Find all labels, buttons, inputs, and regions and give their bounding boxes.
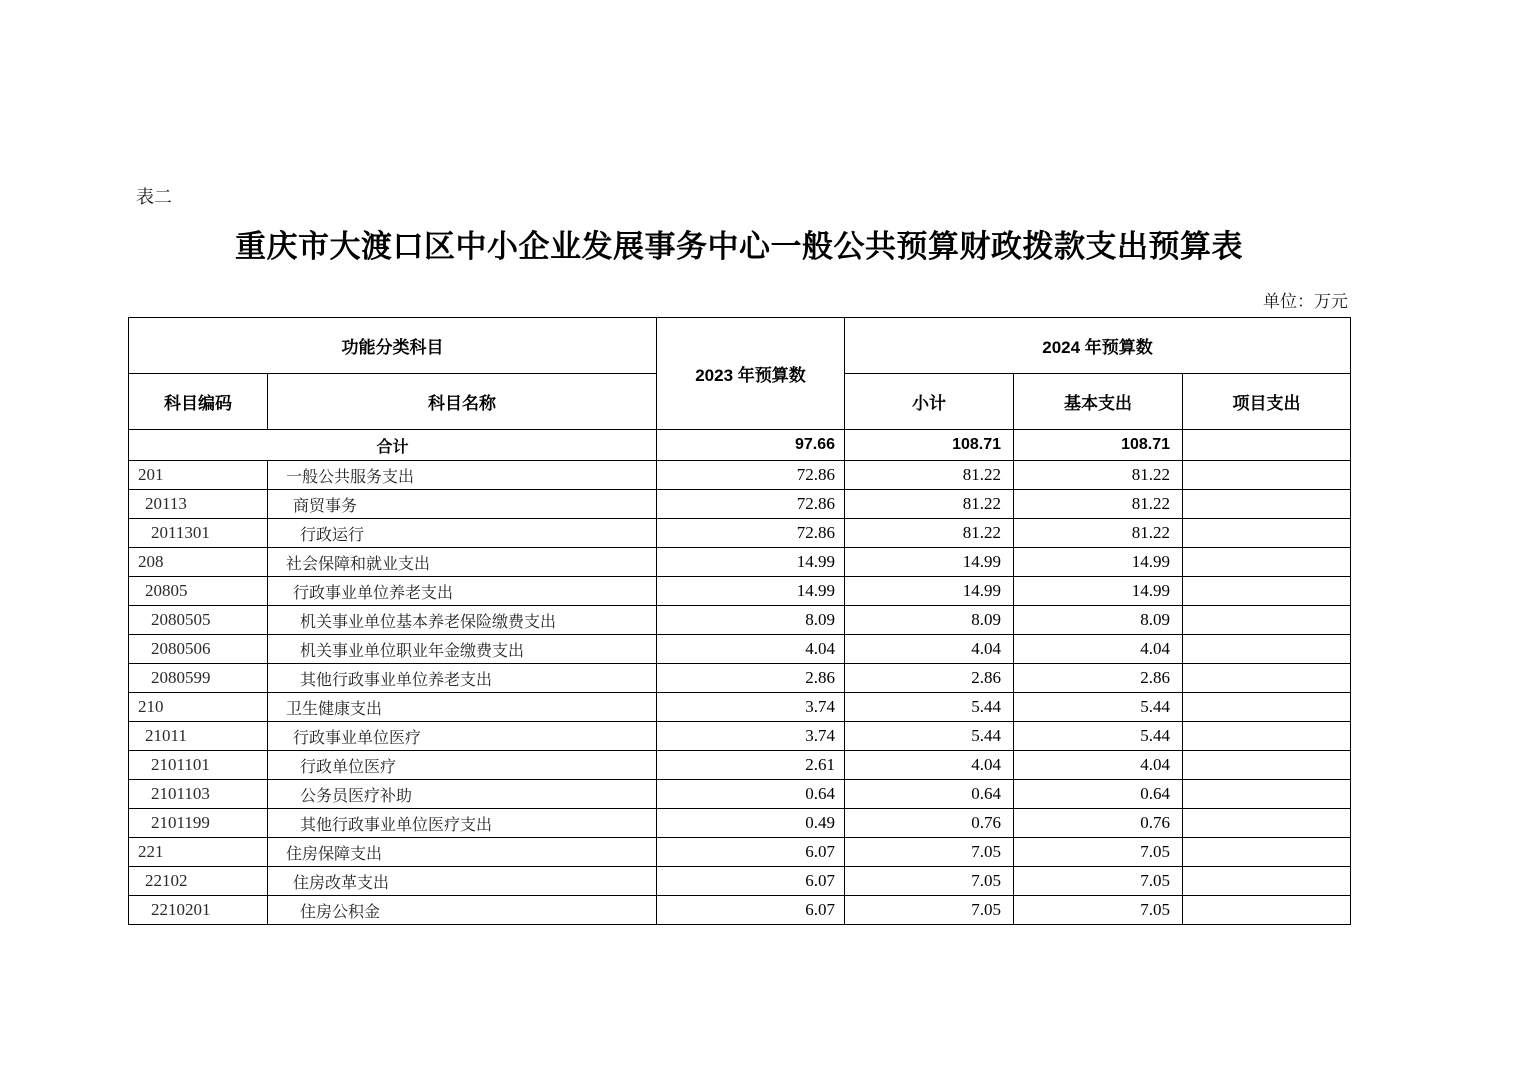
budget-2024-basic: 0.76: [1014, 809, 1183, 838]
subject-name: 机关事业单位职业年金缴费支出: [268, 635, 657, 664]
subject-name: 行政事业单位养老支出: [268, 577, 657, 606]
subject-name: 公务员医疗补助: [268, 780, 657, 809]
budget-2024-subtotal: 81.22: [845, 519, 1014, 548]
budget-2024-basic: 81.22: [1014, 461, 1183, 490]
header-subject-code: 科目编码: [129, 374, 268, 430]
budget-2024-basic: 8.09: [1014, 606, 1183, 635]
header-2023-budget: 2023 年预算数: [657, 318, 845, 430]
subject-name: 其他行政事业单位养老支出: [268, 664, 657, 693]
page-title: 重庆市大渡口区中小企业发展事务中心一般公共预算财政拨款支出预算表: [235, 229, 1243, 264]
budget-2023: 14.99: [657, 548, 845, 577]
subject-name: 住房保障支出: [268, 838, 657, 867]
budget-2024-basic: 5.44: [1014, 722, 1183, 751]
budget-2024-subtotal: 8.09: [845, 606, 1014, 635]
budget-2024-project: [1183, 780, 1351, 809]
budget-2024-basic: 7.05: [1014, 838, 1183, 867]
table-row: [129, 780, 1351, 809]
table-row: [129, 635, 1351, 664]
budget-2024-basic: 5.44: [1014, 693, 1183, 722]
budget-2024-project: [1183, 838, 1351, 867]
budget-2023: 3.74: [657, 722, 845, 751]
budget-2023: 6.07: [657, 896, 845, 925]
subject-code: 210: [129, 693, 268, 722]
budget-2024-subtotal: 5.44: [845, 693, 1014, 722]
budget-2024-subtotal: 7.05: [845, 867, 1014, 896]
table-row: [129, 577, 1351, 606]
total-row: [129, 430, 1351, 461]
total-2024-basic: 108.71: [1014, 430, 1183, 461]
budget-2024-subtotal: 14.99: [845, 548, 1014, 577]
subject-code: 20113: [129, 490, 268, 519]
table-row: [129, 693, 1351, 722]
header-2024-budget: 2024 年预算数: [845, 318, 1351, 374]
budget-2024-project: [1183, 867, 1351, 896]
budget-2024-subtotal: 5.44: [845, 722, 1014, 751]
subject-code: 2101103: [129, 780, 268, 809]
subject-name: 其他行政事业单位医疗支出: [268, 809, 657, 838]
table-row: [129, 548, 1351, 577]
table-row: [129, 896, 1351, 925]
subject-name: 住房改革支出: [268, 867, 657, 896]
budget-2024-project: [1183, 722, 1351, 751]
subject-code: 2011301: [129, 519, 268, 548]
table-row: [129, 809, 1351, 838]
header-functional-classification: 功能分类科目: [129, 318, 657, 374]
table-row: [129, 519, 1351, 548]
subject-code: 2080506: [129, 635, 268, 664]
table-row: [129, 867, 1351, 896]
unit-note: 单位：万元: [1263, 292, 1348, 311]
subject-code: 22102: [129, 867, 268, 896]
table-row: [129, 606, 1351, 635]
table-row: [129, 461, 1351, 490]
budget-2024-basic: 7.05: [1014, 896, 1183, 925]
budget-2023: 6.07: [657, 867, 845, 896]
subject-code: 21011: [129, 722, 268, 751]
budget-2024-basic: 2.86: [1014, 664, 1183, 693]
subject-code: 221: [129, 838, 268, 867]
budget-2023: 0.49: [657, 809, 845, 838]
subject-name: 机关事业单位基本养老保险缴费支出: [268, 606, 657, 635]
budget-2024-project: [1183, 751, 1351, 780]
header-row-1: [129, 318, 1351, 374]
budget-2023: 8.09: [657, 606, 845, 635]
subject-name: 卫生健康支出: [268, 693, 657, 722]
total-2023: 97.66: [657, 430, 845, 461]
budget-2023: 4.04: [657, 635, 845, 664]
budget-2024-project: [1183, 664, 1351, 693]
budget-2024-subtotal: 4.04: [845, 751, 1014, 780]
budget-2023: 72.86: [657, 490, 845, 519]
budget-2024-subtotal: 4.04: [845, 635, 1014, 664]
budget-2024-subtotal: 81.22: [845, 490, 1014, 519]
subject-code: 208: [129, 548, 268, 577]
table-row: [129, 722, 1351, 751]
total-2024-subtotal: 108.71: [845, 430, 1014, 461]
budget-2024-subtotal: 7.05: [845, 896, 1014, 925]
budget-2024-basic: 4.04: [1014, 751, 1183, 780]
budget-2024-project: [1183, 577, 1351, 606]
budget-2024-basic: 0.64: [1014, 780, 1183, 809]
budget-2023: 72.86: [657, 519, 845, 548]
budget-2024-subtotal: 7.05: [845, 838, 1014, 867]
header-subject-name: 科目名称: [268, 374, 657, 430]
subject-code: 20805: [129, 577, 268, 606]
table-row: [129, 838, 1351, 867]
budget-2023: 3.74: [657, 693, 845, 722]
budget-2024-basic: 81.22: [1014, 490, 1183, 519]
table-row: [129, 664, 1351, 693]
budget-2023: 0.64: [657, 780, 845, 809]
subject-name: 社会保障和就业支出: [268, 548, 657, 577]
budget-2024-project: [1183, 461, 1351, 490]
subject-name: 行政单位医疗: [268, 751, 657, 780]
budget-2023: 72.86: [657, 461, 845, 490]
budget-2024-subtotal: 81.22: [845, 461, 1014, 490]
subject-name: 行政事业单位医疗: [268, 722, 657, 751]
budget-2023: 2.86: [657, 664, 845, 693]
budget-2024-project: [1183, 519, 1351, 548]
budget-2024-project: [1183, 548, 1351, 577]
subject-code: 201: [129, 461, 268, 490]
budget-2024-project: [1183, 635, 1351, 664]
budget-2023: 6.07: [657, 838, 845, 867]
table-row: [129, 490, 1351, 519]
header-subtotal: 小计: [845, 374, 1014, 430]
table-label: 表二: [136, 187, 172, 207]
subject-code: 2101199: [129, 809, 268, 838]
budget-2024-project: [1183, 490, 1351, 519]
budget-2024-basic: 4.04: [1014, 635, 1183, 664]
budget-table: [128, 317, 1351, 925]
total-label: 合计: [129, 430, 657, 461]
total-2024-project: [1183, 430, 1351, 461]
budget-2023: 2.61: [657, 751, 845, 780]
budget-2024-basic: 7.05: [1014, 867, 1183, 896]
header-project-expenditure: 项目支出: [1183, 374, 1351, 430]
budget-2024-project: [1183, 693, 1351, 722]
subject-code: 2101101: [129, 751, 268, 780]
header-basic-expenditure: 基本支出: [1014, 374, 1183, 430]
table-row: [129, 751, 1351, 780]
budget-2024-subtotal: 0.76: [845, 809, 1014, 838]
budget-2024-project: [1183, 896, 1351, 925]
budget-2023: 14.99: [657, 577, 845, 606]
budget-2024-subtotal: 0.64: [845, 780, 1014, 809]
subject-code: 2080599: [129, 664, 268, 693]
subject-code: 2080505: [129, 606, 268, 635]
budget-2024-basic: 14.99: [1014, 577, 1183, 606]
budget-2024-project: [1183, 606, 1351, 635]
budget-2024-basic: 14.99: [1014, 548, 1183, 577]
budget-2024-subtotal: 14.99: [845, 577, 1014, 606]
budget-2024-project: [1183, 809, 1351, 838]
subject-code: 2210201: [129, 896, 268, 925]
subject-name: 商贸事务: [268, 490, 657, 519]
budget-2024-subtotal: 2.86: [845, 664, 1014, 693]
budget-2024-basic: 81.22: [1014, 519, 1183, 548]
subject-name: 一般公共服务支出: [268, 461, 657, 490]
subject-name: 行政运行: [268, 519, 657, 548]
subject-name: 住房公积金: [268, 896, 657, 925]
